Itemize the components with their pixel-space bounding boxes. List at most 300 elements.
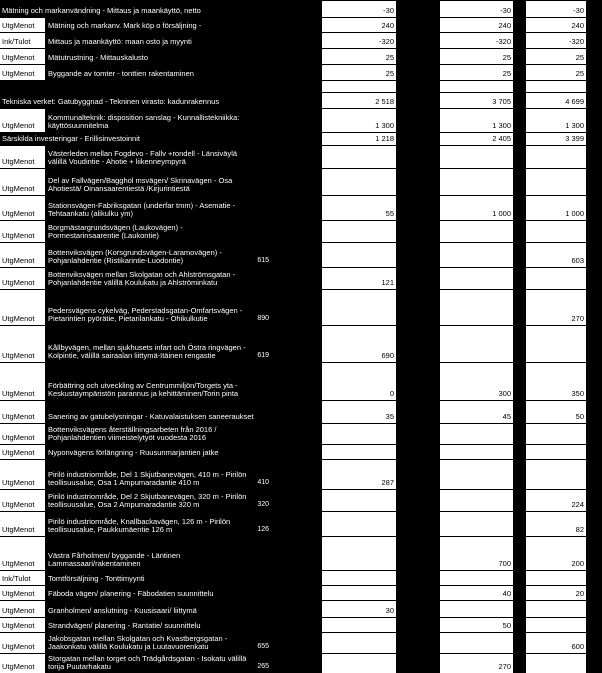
cell-spacer: [270, 653, 322, 673]
cell-c3: [257, 653, 270, 673]
cell-spacer: [270, 289, 322, 325]
table-row: [0, 444, 602, 459]
row-type: UtgMenot: [2, 621, 35, 631]
row-value: 1 218: [375, 134, 394, 144]
cell-v2: [440, 600, 513, 617]
table-row: [0, 459, 602, 489]
row-value: 270: [571, 314, 584, 324]
cell-v2: [440, 289, 513, 325]
row-type: UtgMenot: [2, 184, 35, 194]
cell-c3: [257, 220, 270, 242]
cell-v1: [322, 362, 396, 400]
cell-spacer: [513, 362, 526, 400]
table-row: [0, 632, 602, 653]
cell-v3: [526, 511, 586, 536]
cell-v2: [440, 32, 513, 48]
cell-type: [0, 444, 46, 459]
cell-spacer: [396, 32, 440, 48]
cell-v1: [322, 145, 396, 168]
cell-spacer: [513, 632, 526, 653]
cell-spacer: [396, 267, 440, 289]
cell-desc: [46, 195, 257, 220]
row-value: 240: [381, 21, 394, 31]
row-type: UtgMenot: [2, 121, 35, 131]
cell-desc: [46, 168, 257, 195]
cell-v1: [322, 511, 396, 536]
cell-desc: [46, 585, 257, 600]
cell-v2: [440, 400, 513, 423]
cell-spacer: [396, 585, 440, 600]
row-value: 25: [575, 53, 584, 63]
cell-spacer: [513, 600, 526, 617]
cell-spacer: [396, 48, 440, 64]
row-value: 2 405: [492, 134, 511, 144]
cell-spacer: [270, 536, 322, 570]
cell-v1: [322, 168, 396, 195]
cell-spacer: [513, 48, 526, 64]
row-value: 224: [571, 500, 584, 510]
cell-spacer: [396, 145, 440, 168]
cell-spacer: [270, 459, 322, 489]
cell-spacer: [270, 632, 322, 653]
cell-spacer: [586, 400, 602, 423]
cell-desc: [0, 0, 257, 17]
cell-type: [0, 220, 46, 242]
cell-spacer: [586, 600, 602, 617]
cell-spacer: [396, 0, 440, 17]
cell-spacer: [513, 80, 526, 92]
cell-v3: [526, 653, 586, 673]
cell-desc: [46, 536, 257, 570]
cell-c3: [257, 632, 270, 653]
cell-v1: [322, 653, 396, 673]
row-description: Tomtförsäljning - Tonttimyynti: [48, 574, 145, 584]
row-value: 30: [385, 606, 394, 616]
cell-spacer: [586, 48, 602, 64]
cell-spacer: [270, 617, 322, 632]
row-value: 350: [571, 389, 584, 399]
cell-spacer: [513, 617, 526, 632]
cell-v1: [322, 64, 396, 80]
cell-spacer: [396, 423, 440, 444]
cell-v3: [526, 632, 586, 653]
cell-v3: [526, 17, 586, 32]
cell-type: [0, 80, 46, 92]
cell-spacer: [396, 362, 440, 400]
table-row: [0, 108, 602, 132]
row-value: 240: [498, 21, 511, 31]
cell-v3: [526, 585, 586, 600]
cell-c3: [257, 585, 270, 600]
cell-spacer: [396, 64, 440, 80]
cell-v3: [526, 108, 586, 132]
row-type: UtgMenot: [2, 314, 35, 324]
cell-v1: [322, 289, 396, 325]
cell-spacer: [396, 632, 440, 653]
cell-spacer: [513, 511, 526, 536]
row-description: Byggande av tomter - tonttien rakentaminen: [48, 69, 194, 79]
cell-type: [0, 195, 46, 220]
table-row: [0, 600, 602, 617]
cell-v2: [440, 423, 513, 444]
cell-v2: [440, 653, 513, 673]
row-value: 200: [571, 559, 584, 569]
row-value: 1 300: [492, 121, 511, 131]
cell-spacer: [586, 444, 602, 459]
cell-desc: [46, 600, 257, 617]
cell-v2: [440, 108, 513, 132]
cell-v3: [526, 489, 586, 511]
row-description: Kommunalteknik: disposition sanslag - Kunnallistekniikka: käyttösuunnitelma: [48, 112, 240, 131]
row-description: Bottenviksvägen (Korsgrundsvägen-Laramovägen) - Pohjanlahdentie (Ristikarintie-Luodontie): [48, 247, 222, 266]
cell-spacer: [396, 132, 440, 145]
row-value: 3 705: [492, 97, 511, 107]
cell-desc: [46, 267, 257, 289]
cell-type: [0, 570, 46, 585]
cell-type: [0, 600, 46, 617]
cell-type: [0, 653, 46, 673]
row-type: UtgMenot: [2, 231, 35, 241]
row-description: Pirilö industriområde, Del 2 Skjutbanevägen, 320 m - Pirilön teollisuusalue, Osa 2 Ampumaradantie 320 m: [48, 491, 247, 510]
cell-c3: [257, 242, 270, 267]
cell-c3: [257, 108, 270, 132]
row-value: 1 000: [492, 209, 511, 219]
cell-spacer: [513, 444, 526, 459]
row-value: -30: [383, 6, 394, 16]
cell-v3: [526, 168, 586, 195]
cell-spacer: [513, 195, 526, 220]
row-value: 25: [502, 53, 511, 63]
row-description: Tekniska verket: Gatubyggnad - Tekninen virasto: kadunrakennus: [2, 97, 220, 107]
table-row: [0, 267, 602, 289]
cell-type: [0, 168, 46, 195]
cell-spacer: [513, 653, 526, 673]
cell-spacer: [513, 289, 526, 325]
row-value: 121: [381, 278, 394, 288]
table-row: [0, 64, 602, 80]
row-description: Bottenviksvägen mellan Skolgatan och Ahlströmsgatan - Pohjanlahdentie välillä Koulukatu ja Ahlströminkatu: [48, 269, 236, 288]
row-description: Särskilda investeringar - Erillisinvestoinnit: [2, 134, 140, 144]
cell-v1: [322, 0, 396, 17]
row-value: 50: [502, 621, 511, 631]
row-type: UtgMenot: [2, 209, 35, 219]
cell-spacer: [586, 17, 602, 32]
cell-spacer: [270, 511, 322, 536]
row-type: UtgMenot: [2, 157, 35, 167]
row-value: 4 699: [565, 97, 584, 107]
cell-spacer: [396, 653, 440, 673]
cell-v2: [440, 132, 513, 145]
row-type: UtgMenot: [2, 53, 35, 63]
cell-v3: [526, 48, 586, 64]
cell-spacer: [513, 0, 526, 17]
cell-c3: [257, 400, 270, 423]
cell-desc: [46, 17, 257, 32]
row-type: UtgMenot: [2, 525, 35, 535]
cell-desc: [46, 242, 257, 267]
cell-spacer: [586, 0, 602, 17]
cell-spacer: [586, 585, 602, 600]
cell-desc: [46, 108, 257, 132]
cell-v1: [322, 48, 396, 64]
cell-v2: [440, 489, 513, 511]
row-description: Borgmästargrundsvägen (Laukovägen) - Pormestarinsaarentie (Laukontie): [48, 222, 183, 241]
cell-type: [0, 64, 46, 80]
cell-spacer: [586, 108, 602, 132]
cell-c3: [257, 617, 270, 632]
cell-spacer: [513, 64, 526, 80]
cell-v2: [440, 145, 513, 168]
cell-v1: [322, 570, 396, 585]
cell-c3: [257, 80, 270, 92]
cell-v3: [526, 570, 586, 585]
row-value: 410: [257, 479, 269, 487]
cell-type: [0, 108, 46, 132]
cell-desc: [46, 423, 257, 444]
row-value: 1 300: [375, 121, 394, 131]
cell-v2: [440, 168, 513, 195]
cell-spacer: [586, 168, 602, 195]
cell-spacer: [396, 220, 440, 242]
table-row: [0, 48, 602, 64]
cell-spacer: [513, 92, 526, 108]
cell-v3: [526, 145, 586, 168]
cell-spacer: [513, 423, 526, 444]
cell-spacer: [586, 362, 602, 400]
cell-v2: [440, 325, 513, 362]
cell-spacer: [586, 489, 602, 511]
cell-c3: [257, 570, 270, 585]
cell-spacer: [586, 511, 602, 536]
cell-v3: [526, 0, 586, 17]
cell-spacer: [270, 92, 322, 108]
cell-spacer: [396, 168, 440, 195]
cell-v1: [322, 585, 396, 600]
cell-spacer: [270, 145, 322, 168]
cell-spacer: [396, 617, 440, 632]
cell-spacer: [513, 32, 526, 48]
cell-v1: [322, 220, 396, 242]
cell-spacer: [270, 0, 322, 17]
cell-v2: [440, 570, 513, 585]
cell-spacer: [270, 362, 322, 400]
cell-v2: [440, 459, 513, 489]
row-value: 25: [502, 69, 511, 79]
cell-spacer: [586, 459, 602, 489]
table-row: [0, 132, 602, 145]
cell-spacer: [270, 325, 322, 362]
cell-c3: [257, 536, 270, 570]
row-description: Jakobsgatan mellan Skolgatan och Kvastbergsgatan - Jaakonkatu välillä Koulukatu ja Luutavuorenkatu: [48, 633, 228, 652]
row-type: UtgMenot: [2, 278, 35, 288]
row-value: 0: [389, 389, 394, 399]
cell-v2: [440, 220, 513, 242]
cell-spacer: [270, 444, 322, 459]
cell-v3: [526, 195, 586, 220]
cell-spacer: [270, 17, 322, 32]
cell-spacer: [586, 220, 602, 242]
table-row: [0, 168, 602, 195]
cell-v2: [440, 48, 513, 64]
cell-v3: [526, 600, 586, 617]
table-row: [0, 653, 602, 673]
cell-type: [0, 362, 46, 400]
table-row: [0, 362, 602, 400]
row-value: 20: [575, 589, 584, 599]
cell-spacer: [513, 489, 526, 511]
row-description: Mittaus ja maankäyttö: maan osto ja myynti: [48, 37, 192, 47]
row-value: 287: [381, 478, 394, 488]
row-value: 25: [575, 69, 584, 79]
cell-spacer: [270, 48, 322, 64]
table-row: [0, 585, 602, 600]
table-row: [0, 80, 602, 92]
cell-desc: [46, 145, 257, 168]
cell-v1: [322, 325, 396, 362]
table-row: [0, 511, 602, 536]
cell-v1: [322, 632, 396, 653]
row-type: Ink/Tulot: [2, 37, 31, 47]
cell-c3: [257, 0, 270, 17]
row-description: Stationsvägen-Fabriksgatan (underfar tmm) - Asematie - Tehtaankatu (alikulku ym): [48, 200, 236, 219]
cell-v3: [526, 132, 586, 145]
cell-spacer: [586, 632, 602, 653]
row-value: 25: [385, 69, 394, 79]
cell-spacer: [396, 459, 440, 489]
cell-v1: [322, 459, 396, 489]
cell-v1: [322, 489, 396, 511]
table-row: [0, 195, 602, 220]
cell-type: [0, 289, 46, 325]
cell-spacer: [270, 600, 322, 617]
cell-v1: [322, 242, 396, 267]
cell-c3: [257, 423, 270, 444]
cell-c3: [257, 64, 270, 80]
row-type: UtgMenot: [2, 559, 35, 569]
cell-desc: [46, 400, 257, 423]
row-value: 890: [257, 315, 269, 323]
cell-type: [0, 585, 46, 600]
cell-v3: [526, 220, 586, 242]
cell-spacer: [396, 570, 440, 585]
cell-desc: [46, 511, 257, 536]
row-type: UtgMenot: [2, 606, 35, 616]
row-value: 690: [381, 351, 394, 361]
cell-spacer: [270, 267, 322, 289]
cell-spacer: [513, 132, 526, 145]
row-description: Fäboda vägen/ planering - Fäbodatien suunnittelu: [48, 589, 214, 599]
row-value: -30: [500, 6, 511, 16]
cell-v3: [526, 92, 586, 108]
cell-spacer: [396, 92, 440, 108]
table-row: [0, 400, 602, 423]
cell-type: [0, 536, 46, 570]
row-type: UtgMenot: [2, 69, 35, 79]
cell-c3: [257, 17, 270, 32]
table-row: [0, 536, 602, 570]
cell-spacer: [270, 80, 322, 92]
cell-spacer: [396, 195, 440, 220]
row-value: 40: [502, 589, 511, 599]
row-value: -320: [378, 37, 394, 47]
cell-spacer: [396, 489, 440, 511]
cell-spacer: [270, 195, 322, 220]
cell-v3: [526, 289, 586, 325]
table-row: [0, 325, 602, 362]
cell-v2: [440, 444, 513, 459]
row-description: Västerleden mellan Fogdevo - Fallv +rondell - Länsiväylä välillä Voudintie - Ahotie + liikenneympyrä: [48, 148, 238, 167]
row-value: 619: [257, 352, 269, 360]
cell-spacer: [270, 64, 322, 80]
cell-c3: [257, 444, 270, 459]
cell-spacer: [586, 32, 602, 48]
row-value: 45: [502, 412, 511, 422]
cell-desc: [46, 617, 257, 632]
cell-c3: [257, 92, 270, 108]
cell-c3: [257, 600, 270, 617]
table-row: [0, 220, 602, 242]
cell-type: [0, 32, 46, 48]
row-value: 655: [257, 643, 269, 651]
row-value: 82: [575, 525, 584, 535]
cell-spacer: [396, 536, 440, 570]
cell-type: [0, 489, 46, 511]
row-value: 240: [571, 21, 584, 31]
cell-v1: [322, 617, 396, 632]
cell-desc: [46, 632, 257, 653]
cell-spacer: [513, 168, 526, 195]
table-row: [0, 617, 602, 632]
cell-v1: [322, 536, 396, 570]
cell-v3: [526, 267, 586, 289]
row-description: Pirilö industriområde, Knallbackavägen, 126 m - Pirilön teollisuusalue, Paukkumäentie 126 m: [48, 516, 231, 535]
row-description: Mätutrustning - Mittauskalusto: [48, 53, 149, 63]
cell-v3: [526, 325, 586, 362]
cell-spacer: [513, 459, 526, 489]
row-description: Granholmen/ anslutning - Kuusisaari/ liittymä: [48, 606, 197, 616]
row-value: 700: [498, 559, 511, 569]
row-value: 265: [257, 663, 269, 671]
cell-spacer: [270, 108, 322, 132]
cell-spacer: [586, 145, 602, 168]
cell-c3: [257, 48, 270, 64]
cell-spacer: [586, 64, 602, 80]
row-value: -320: [568, 37, 584, 47]
cell-v1: [322, 600, 396, 617]
cell-v3: [526, 64, 586, 80]
cell-v2: [440, 617, 513, 632]
cell-desc: [46, 80, 257, 92]
cell-v1: [322, 444, 396, 459]
cell-c3: [257, 325, 270, 362]
row-description: Nyponvägens förlängning - Ruusunmarjantien jatke: [48, 448, 219, 458]
cell-v3: [526, 444, 586, 459]
table-row: [0, 489, 602, 511]
cell-v1: [322, 92, 396, 108]
cell-c3: [257, 168, 270, 195]
cell-desc: [46, 48, 257, 64]
table-row: [0, 242, 602, 267]
row-description: Kållbyvägen, mellan sjukhusets infart och Östra ringvägen - Kolpintie, välillä sairaalan liittymä-Itäinen rengastie: [48, 342, 246, 361]
cell-v1: [322, 423, 396, 444]
cell-spacer: [513, 536, 526, 570]
cell-spacer: [513, 108, 526, 132]
cell-type: [0, 400, 46, 423]
cell-spacer: [586, 195, 602, 220]
cell-spacer: [586, 242, 602, 267]
cell-spacer: [513, 585, 526, 600]
cell-spacer: [513, 267, 526, 289]
